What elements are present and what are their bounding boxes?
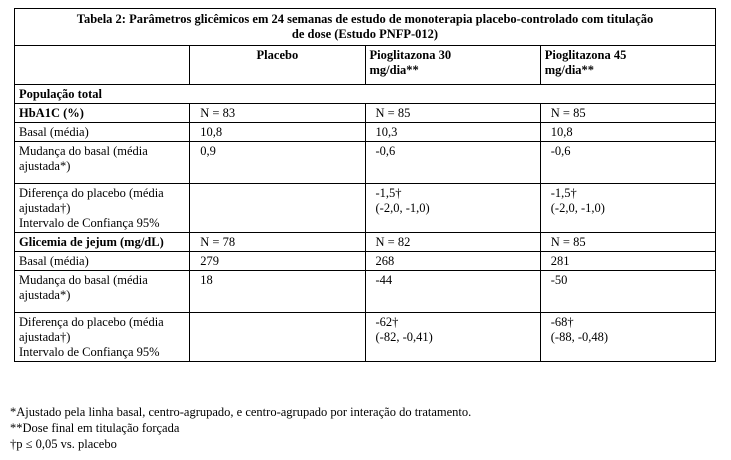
table-row xyxy=(15,313,716,362)
hba1c-label: HbA1C (%) xyxy=(15,104,190,123)
hba1c-change-label: Mudança do basal (média ajustada*) xyxy=(15,142,190,184)
glicemia-n-pio45: N = 85 xyxy=(540,233,715,252)
table-row xyxy=(15,123,716,142)
table-row xyxy=(15,252,716,271)
footnote-final-dose: **Dose final em titulação forçada xyxy=(10,421,180,435)
header-placebo: Placebo xyxy=(190,46,365,85)
hba1c-basal-pio45: 10,8 xyxy=(540,123,715,142)
table-title-row xyxy=(15,9,716,46)
hba1c-change-pio45: -0,6 xyxy=(540,142,715,184)
glicemia-n-pio30: N = 82 xyxy=(365,233,540,252)
population-label: População total xyxy=(15,85,716,104)
hba1c-n-pio45: N = 85 xyxy=(540,104,715,123)
hba1c-ci-label: Intervalo de Confiança 95% xyxy=(19,216,160,230)
hba1c-change-pio30: -0,6 xyxy=(365,142,540,184)
hba1c-basal-label: Basal (média) xyxy=(15,123,190,142)
glicemia-diff-label-cell xyxy=(15,313,190,362)
population-row xyxy=(15,85,716,104)
glycemic-parameters-table xyxy=(14,8,716,362)
glicemia-basal-pio45: 281 xyxy=(540,252,715,271)
glicemia-ci-label: Intervalo de Confiança 95% xyxy=(19,345,160,359)
hba1c-diff-pio45: -1,5† (-2,0, -1,0) xyxy=(540,184,715,233)
glicemia-change-pio30: -44 xyxy=(365,271,540,313)
glicemia-basal-label: Basal (média) xyxy=(15,252,190,271)
hba1c-diff-pio30: -1,5† (-2,0, -1,0) xyxy=(365,184,540,233)
table-row xyxy=(15,271,716,313)
hba1c-basal-pio30: 10,3 xyxy=(365,123,540,142)
table-row xyxy=(15,104,716,123)
glicemia-basal-placebo: 279 xyxy=(190,252,365,271)
hba1c-n-pio30: N = 85 xyxy=(365,104,540,123)
glicemia-diff-label: Diferença do placebo (média ajustada†) xyxy=(19,315,164,344)
hba1c-change-placebo: 0,9 xyxy=(190,142,365,184)
footnote-adjusted: *Ajustado pela linha basal, centro-agrupado, e centro-agrupado por interação do tratamento. xyxy=(10,405,472,419)
table-title: Tabela 2: Parâmetros glicêmicos em 24 semanas de estudo de monoterapia placebo-controlado com titulação de dose (Estudo PNFP-012) xyxy=(15,9,716,46)
footnote-p-value: †p ≤ 0,05 vs. placebo xyxy=(10,437,117,451)
header-pioglitazona-30: Pioglitazona 30 mg/dia** xyxy=(365,46,540,85)
glicemia-change-pio45: -50 xyxy=(540,271,715,313)
glicemia-diff-pio30: -62† (-82, -0,41) xyxy=(365,313,540,362)
hba1c-diff-label-cell xyxy=(15,184,190,233)
hba1c-diff-label: Diferença do placebo (média ajustada†) xyxy=(19,186,164,215)
hba1c-diff-placebo xyxy=(190,184,365,233)
footnotes xyxy=(10,404,471,452)
header-pioglitazona-45: Pioglitazona 45 mg/dia** xyxy=(540,46,715,85)
hba1c-basal-placebo: 10,8 xyxy=(190,123,365,142)
header-empty-cell xyxy=(15,46,190,85)
glicemia-n-placebo: N = 78 xyxy=(190,233,365,252)
column-header-row xyxy=(15,46,716,85)
glicemia-label: Glicemia de jejum (mg/dL) xyxy=(15,233,190,252)
table-row xyxy=(15,184,716,233)
glicemia-diff-placebo xyxy=(190,313,365,362)
table-row xyxy=(15,142,716,184)
table-row xyxy=(15,233,716,252)
glicemia-change-placebo: 18 xyxy=(190,271,365,313)
hba1c-n-placebo: N = 83 xyxy=(190,104,365,123)
glicemia-diff-pio45: -68† (-88, -0,48) xyxy=(540,313,715,362)
glicemia-change-label: Mudança do basal (média ajustada*) xyxy=(15,271,190,313)
glicemia-basal-pio30: 268 xyxy=(365,252,540,271)
